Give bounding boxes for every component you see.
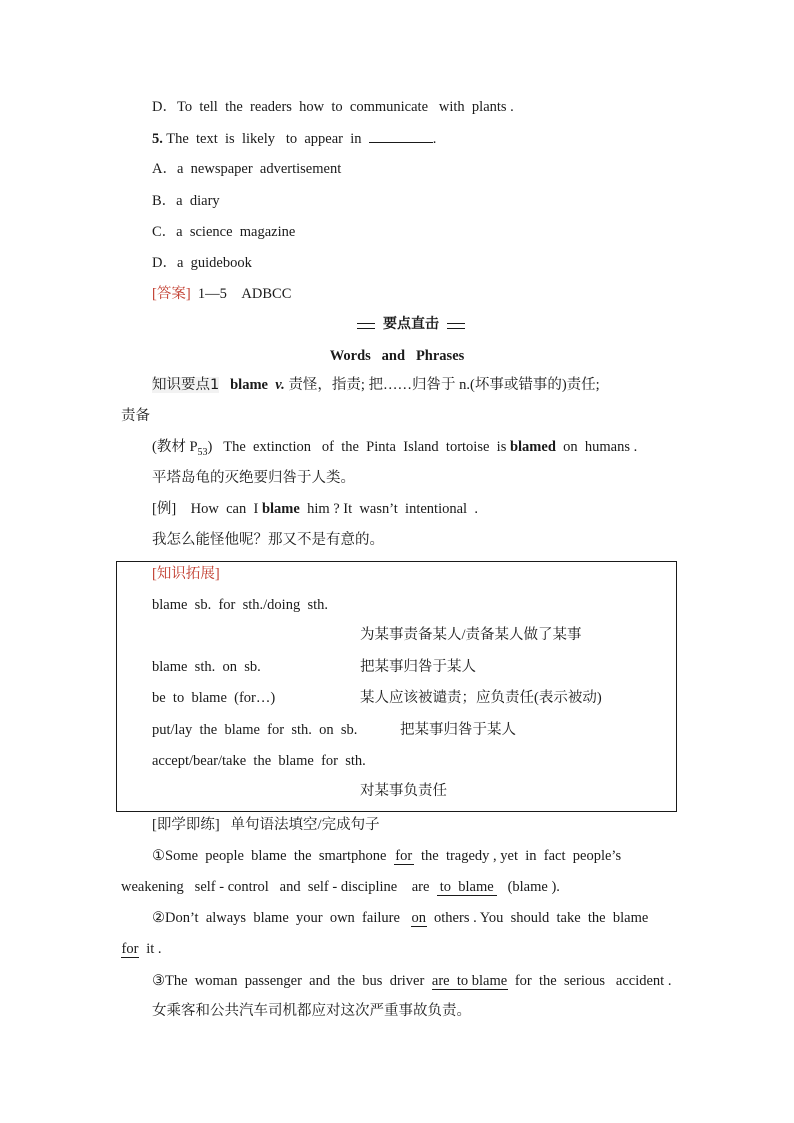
s1-part-d: (blame ). (496, 879, 560, 895)
point1-pos: v. (275, 377, 285, 393)
sentence-2-line2 (121, 939, 162, 959)
expansion-row-1-en: blame sb. for sth./doing sth. (152, 597, 329, 613)
expansion-row-5-cn: 对某事负责任 (360, 783, 447, 799)
s1-answer-2: to blame (437, 879, 497, 896)
point1-word: blame (230, 377, 268, 393)
expansion-row-4-en: put/lay the blame for sth. on sb. (152, 722, 358, 738)
expansion-row-1-cn: 为某事责备某人/责备某人做了某事 (360, 627, 582, 643)
question-5-blank (369, 128, 433, 143)
s1-part-a: ①Some people blame the smartphone (152, 848, 394, 864)
textbook-translation: 平塔岛龟的灭绝要归咎于人类。 (152, 470, 355, 486)
textbook-end: on humans . (555, 439, 638, 455)
expansion-row-5-en: accept/bear/take the blame for sth. (152, 753, 366, 769)
sentence-3-line1 (152, 971, 671, 991)
s2-part-a: ②Don’t always blame your own failure (152, 910, 411, 926)
example-line (152, 499, 478, 519)
textbook-line (152, 437, 637, 463)
option-c: C．a science magazine (152, 224, 296, 240)
example-label: [例] (152, 501, 177, 517)
question-5-end: . (432, 131, 437, 147)
question-5-text: The text is likely to appear in (162, 131, 369, 147)
expansion-row-3-cn: 某人应该被谴责；应负责任(表示被动) (360, 690, 602, 706)
option-b: B．a diary (152, 193, 220, 209)
banner-label: 要点直击 (375, 314, 447, 334)
textbook-label: (教材 P (152, 439, 198, 455)
example-translation: 我怎么能怪他呢？那又不是有意的。 (152, 532, 384, 548)
question-5-number: 5. (152, 131, 163, 147)
point1-def2: 责备 (121, 408, 150, 424)
answer-label: [答案] (152, 286, 191, 302)
s2-answer-2: for (121, 941, 139, 957)
s3-part-a: ③The woman passenger and the bus driver (152, 973, 432, 989)
section-title: Words and Phrases (329, 348, 465, 364)
sentence-1-line2 (121, 877, 560, 897)
practice-label: [即学即练] (152, 817, 220, 833)
expansion-row-4-cn: 把某事归咎于某人 (400, 722, 516, 738)
expansion-row-2-cn: 把某事归咎于某人 (360, 659, 476, 675)
textbook-bold: blamed (509, 439, 556, 455)
option-a: A．a newspaper advertisement (152, 161, 342, 177)
textbook-sentence: ) The extinction of the Pinta Island tortoise is (207, 439, 510, 455)
answer-line (152, 284, 291, 304)
answer-value: 1—5 ADBCC (190, 286, 292, 302)
s1-part-c: weakening self - control and self - discipline are (121, 879, 437, 895)
example-post: him ? It wasn’t intentional . (299, 501, 478, 517)
expansion-title: [知识拓展] (152, 566, 220, 582)
s3-answer: are to blame (431, 973, 508, 989)
expansion-row-3-en: be to blame (for…) (152, 690, 276, 706)
s2-part-b: others . You should take the blame (426, 910, 649, 926)
expansion-row-2-en: blame sth. on sb. (152, 659, 261, 675)
practice-header (152, 815, 380, 835)
key-points-banner (357, 314, 465, 334)
q4-option-d: D．To tell the readers how to communicate with plants . (152, 99, 514, 115)
sentence-3-translation: 女乘客和公共汽车司机都应对这次严重事故负责。 (152, 1003, 471, 1019)
s1-answer-1: for (395, 848, 413, 864)
example-pre: How can I (176, 501, 262, 517)
point1-def1: 责怪，指责; 把……归咎于 n.(坏事或错事的)责任; (284, 377, 600, 393)
textbook-page: 53 (197, 446, 208, 458)
s2-answer-1: on (411, 910, 427, 926)
sentence-2-line1 (152, 908, 648, 928)
s1-part-b: the tragedy , yet in fact people’s (413, 848, 622, 864)
s3-part-b: for the serious accident . (507, 973, 672, 989)
practice-title: 单句语法填空/完成句子 (219, 817, 380, 833)
point1-line1 (152, 375, 600, 395)
question-5 (152, 128, 436, 149)
example-bold: blame (261, 501, 300, 517)
s2-part-c: it . (139, 941, 162, 957)
sentence-1-line1 (152, 846, 621, 866)
point1-label: 知识要点1 (152, 377, 220, 393)
option-d: D．a guidebook (152, 255, 252, 271)
